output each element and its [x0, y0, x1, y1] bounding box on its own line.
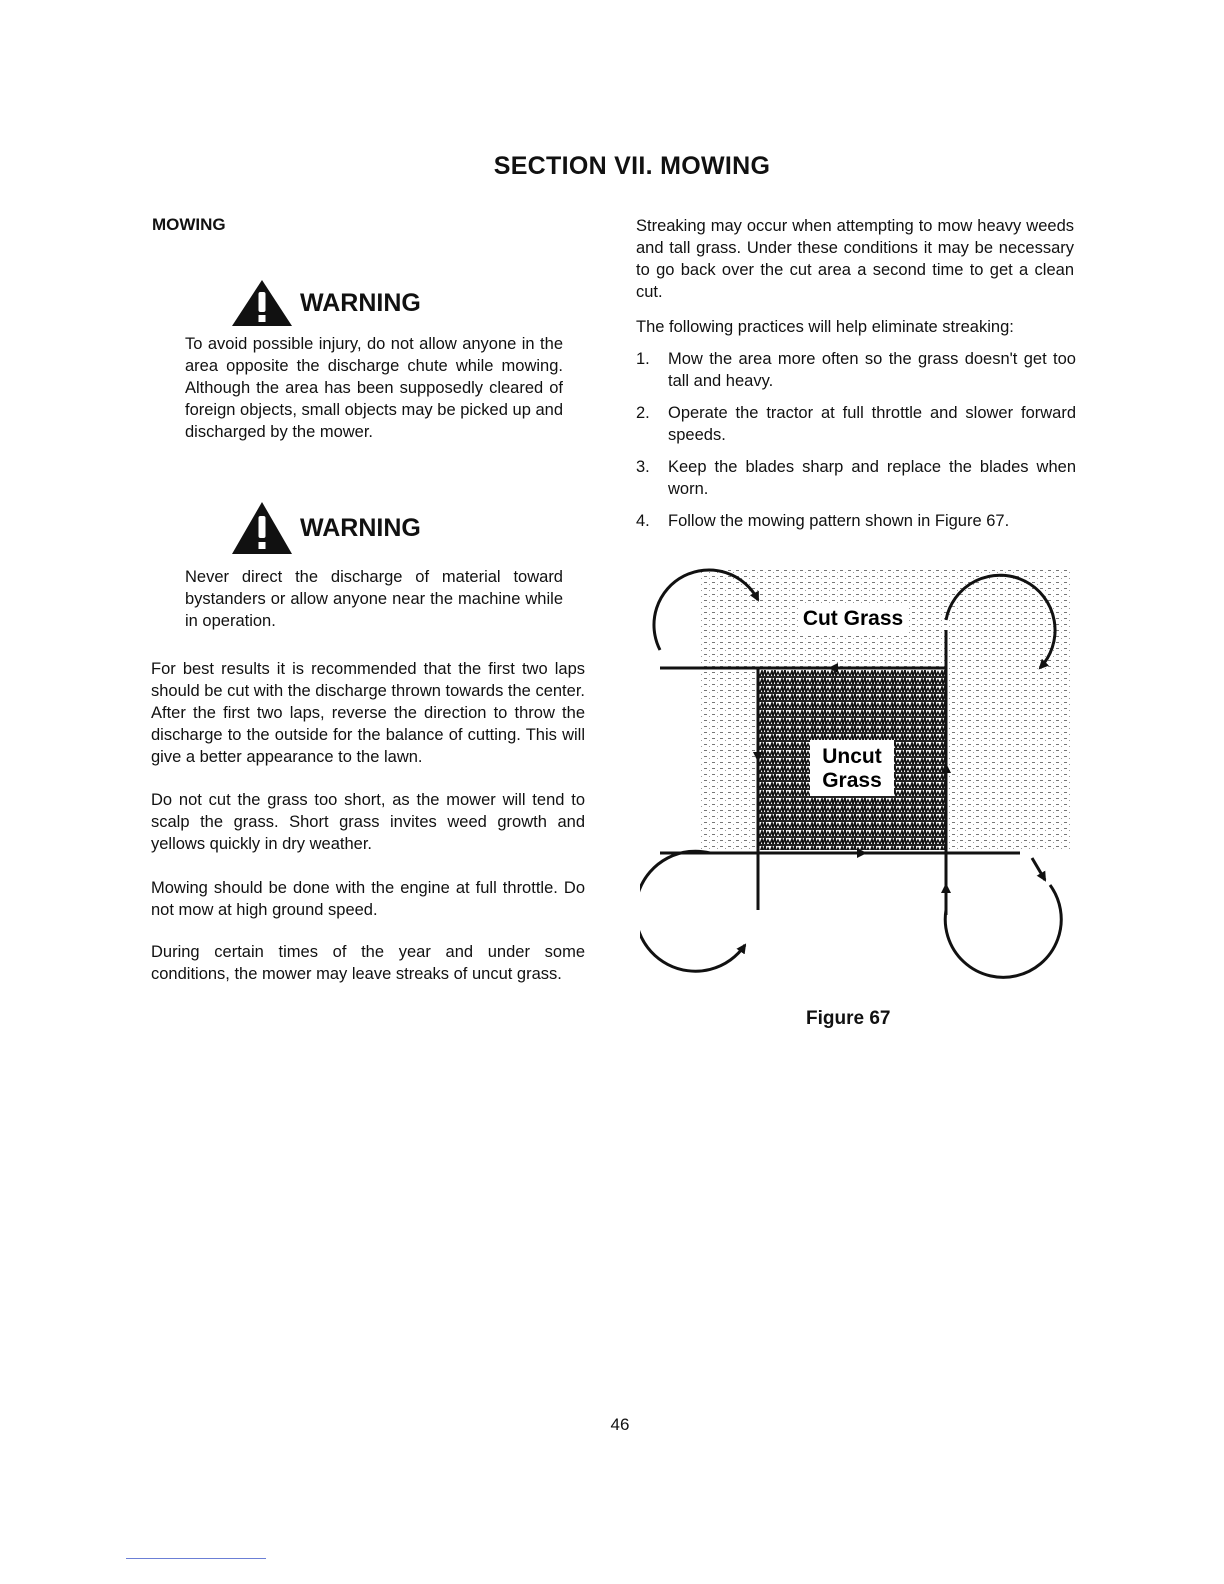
- paragraph-streaking: Streaking may occur when attempting to mow heavy weeds and tall grass. Under these conditions it may be necessary to go back over the cut area a second time to get a clean cut.: [636, 217, 1074, 301]
- list-item-text: Keep the blades sharp and replace the blades when worn.: [668, 458, 1076, 498]
- list-item-text: Operate the tractor at full throttle and slower forward speeds.: [668, 404, 1076, 444]
- warning-triangle-icon: [230, 278, 294, 328]
- practices-list: [636, 348, 1076, 542]
- cut-grass-label: Cut Grass: [802, 607, 904, 630]
- mowing-pattern-figure: [640, 550, 1080, 980]
- list-item-text: Follow the mowing pattern shown in Figure 67.: [668, 512, 1010, 530]
- figure-caption: Figure 67: [806, 1008, 891, 1029]
- warning-triangle-icon: [230, 500, 294, 556]
- arrow-down-right-icon: [1032, 858, 1045, 880]
- list-item-number: 2.: [636, 404, 650, 422]
- paragraph-discharge-direction: For best results it is recommended that the first two laps should be cut with the discharge thrown towards the center. After the first two laps, reverse the direction to throw the discharge to the outside for the balance of cutting. This will give a better appearance to the lawn.: [151, 660, 585, 766]
- footer-divider: [126, 1558, 266, 1559]
- paragraph-streaks: During certain times of the year and under some conditions, the mower may leave streaks of uncut grass.: [151, 943, 585, 983]
- paragraph-cut-height: Do not cut the grass too short, as the mower will tend to scalp the grass. Short grass invites weed growth and yellows quickly in dry weather.: [151, 791, 585, 853]
- uncut-grass-label-line1: Uncut: [822, 745, 882, 768]
- paragraph-throttle: Mowing should be done with the engine at full throttle. Do not mow at high ground speed.: [151, 879, 585, 919]
- subheading-mowing: MOWING: [152, 215, 226, 234]
- list-item: [636, 348, 1076, 392]
- list-item-number: 3.: [636, 458, 650, 476]
- warning-heading-2: [230, 500, 421, 556]
- warning-text-1: To avoid possible injury, do not allow anyone in the area opposite the discharge chute while mowing. Although the area has been supposedly cleared of foreign objects, small objects may be picked up and discharged by the mower.: [185, 335, 563, 441]
- warning-label: WARNING: [300, 288, 421, 317]
- warning-label: WARNING: [300, 513, 421, 542]
- list-item: [636, 510, 1076, 532]
- list-item-text: Mow the area more often so the grass doesn't get too tall and heavy.: [668, 350, 1076, 390]
- list-item: [636, 456, 1076, 500]
- list-item: [636, 402, 1076, 446]
- turn-loop-bottom-right: [945, 885, 1061, 977]
- section-title: SECTION VII. MOWING: [493, 152, 771, 180]
- list-item-number: 4.: [636, 512, 650, 530]
- warning-heading-1: [230, 278, 421, 328]
- page-number: 46: [610, 1415, 630, 1434]
- turn-loop-bottom-left: [640, 851, 745, 971]
- warning-text-2: Never direct the discharge of material toward bystanders or allow anyone near the machine while in operation.: [185, 568, 563, 630]
- uncut-grass-label-line2: Grass: [822, 769, 882, 792]
- paragraph-practices-intro: The following practices will help eliminate streaking:: [636, 318, 1014, 336]
- list-item-number: 1.: [636, 350, 650, 368]
